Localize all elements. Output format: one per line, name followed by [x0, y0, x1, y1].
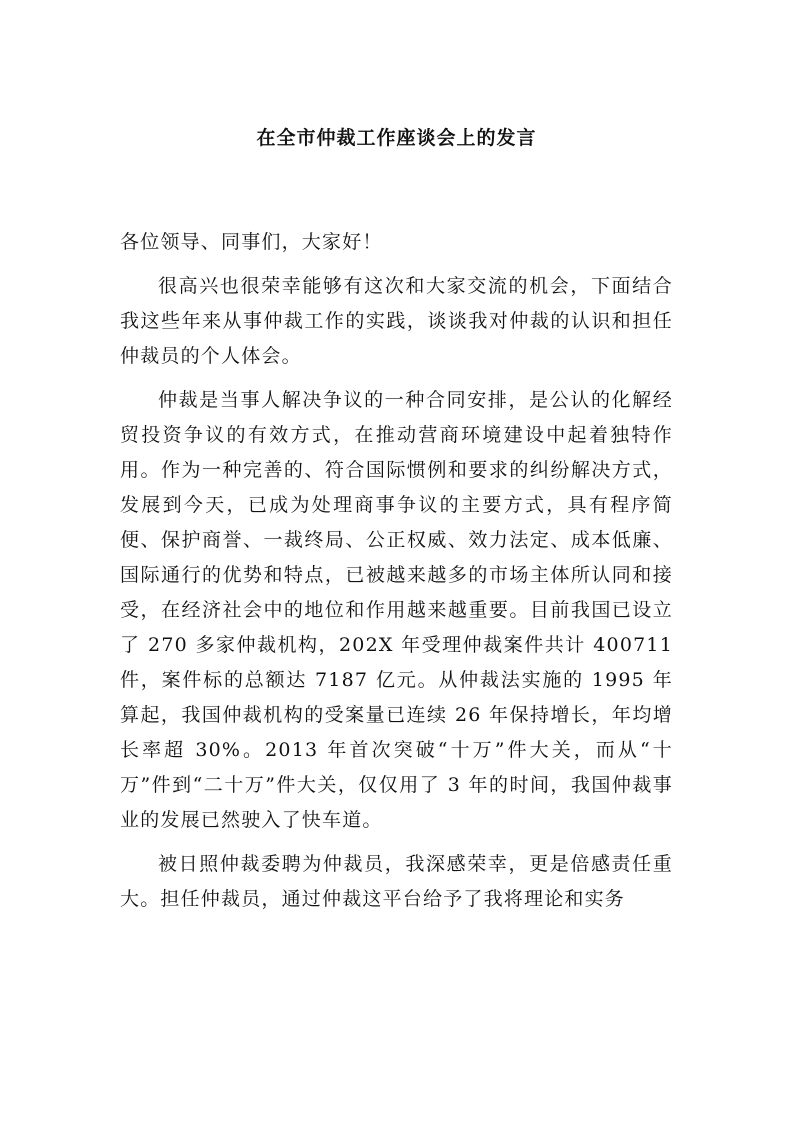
greeting-line: 各位领导、同事们，大家好！ [120, 231, 383, 253]
paragraph-appointment: 被日照仲裁委聘为仲裁员，我深感荣幸，更是倍感责任重大。担任仲裁员，通过仲裁这平台给予了我将理论和实务 [120, 853, 673, 910]
document-body [120, 225, 673, 926]
paragraph-arbitration-overview: 仲裁是当事人解决争议的一种合同安排，是公认的化解经贸投资争议的有效方式，在推动营商环境建设中起着独特作用。作为一种完善的、符合国际惯例和要求的纠纷解决方式，发展到今天，已成为处理商事争议的主要方式，具有程序简便、保护商誉、一裁终局、公正权威、效力法定、成本低廉、国际通行的优势和特点，已被越来越多的市场主体所认同和接受，在经济社会中的地位和作用越来越重要。目前我国已设立了 270 多家仲裁机构，202X 年受理仲裁案件共计 400711 件，案件标的总额达 7187 亿元。从仲裁法实施的 1995 年算起，我国仲裁机构的受案量已连续 26 年保持增长，年均增长率超 30%。2013 年首次突破“十万”件大关，而从“十万”件到“二十万”件大关，仅仅用了 3 年的时间，我国仲裁事业的发展已然驶入了快车道。 [120, 389, 673, 831]
paragraph-intro: 很高兴也很荣幸能够有这次和大家交流的机会，下面结合我这些年来从事仲裁工作的实践，谈谈我对仲裁的认识和担任仲裁员的个人体会。 [120, 275, 673, 367]
document-title: 在全市仲裁工作座谈会上的发言 [256, 127, 537, 149]
